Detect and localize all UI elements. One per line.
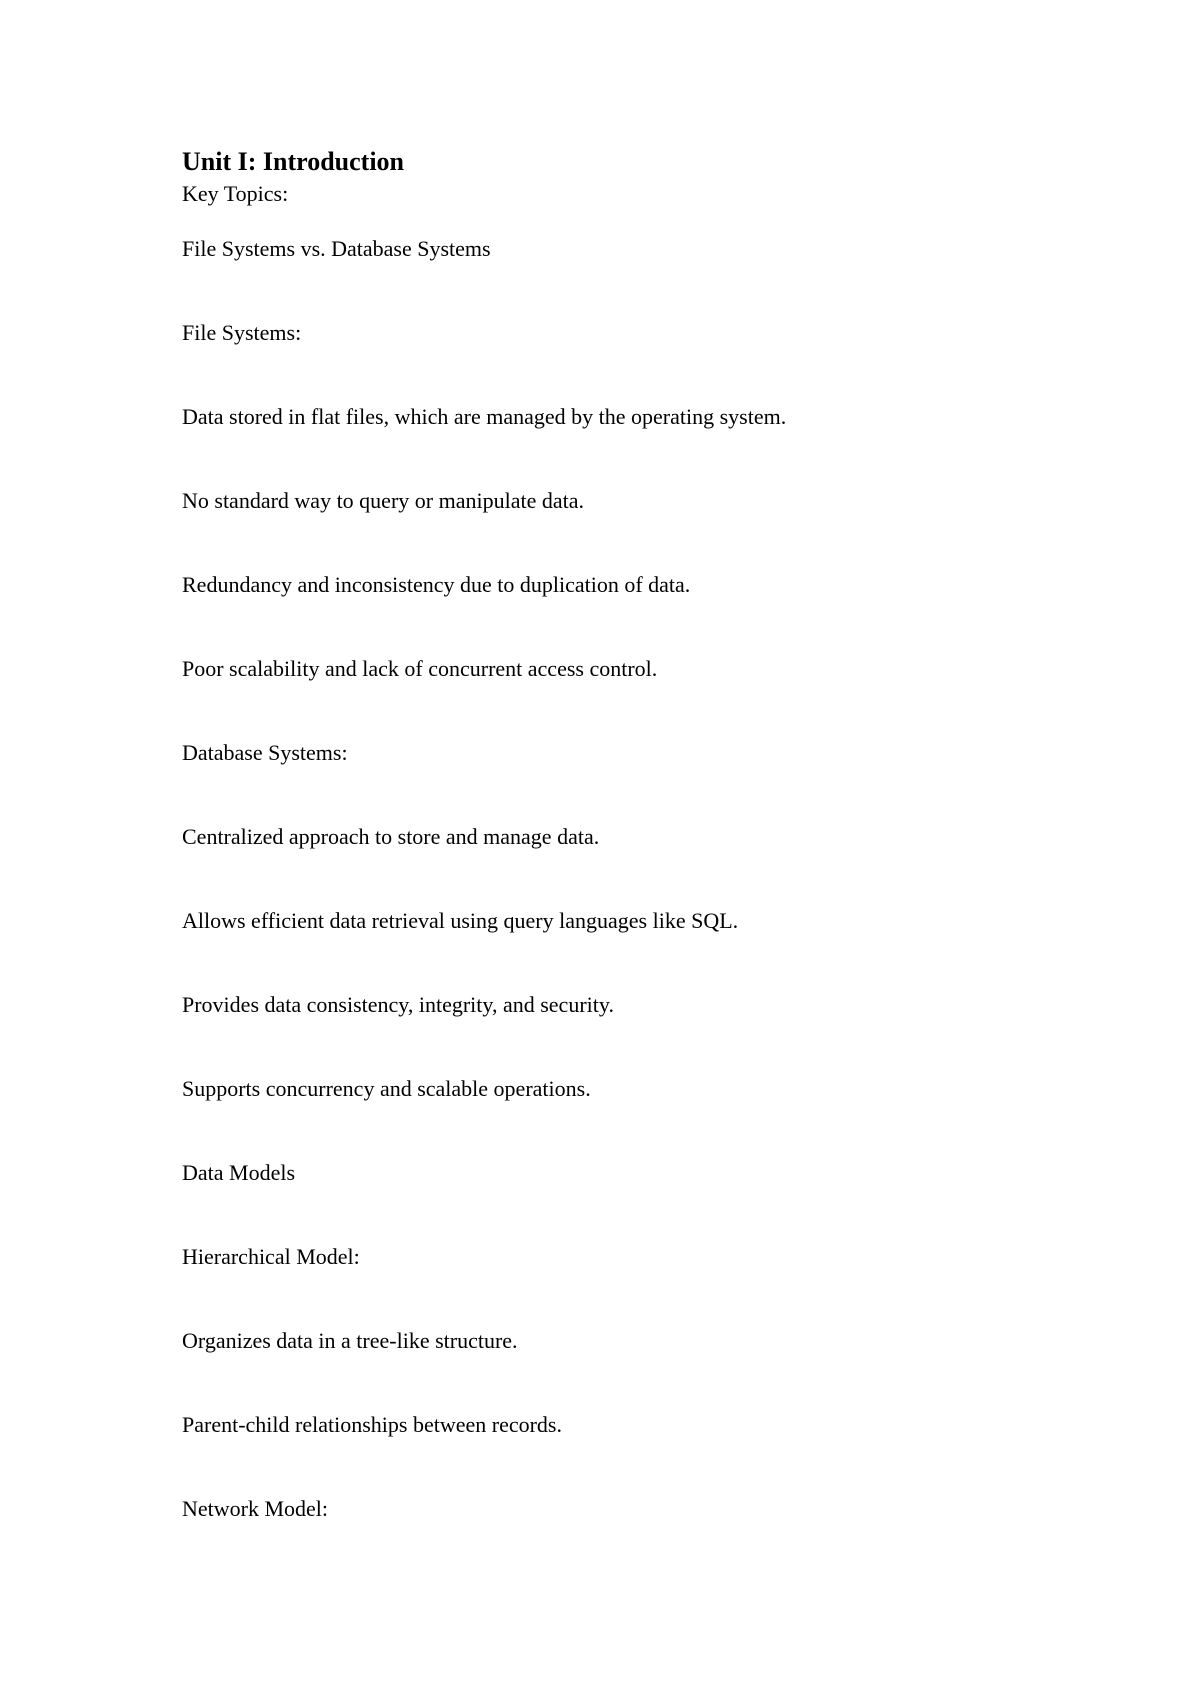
paragraph-line: Provides data consistency, integrity, and security. — [182, 992, 614, 1017]
paragraph-line: Redundancy and inconsistency due to duplication of data. — [182, 572, 691, 597]
paragraph-line: No standard way to query or manipulate data. — [182, 488, 584, 513]
key-topics-label: Key Topics: — [182, 181, 289, 206]
paragraph-line: Poor scalability and lack of concurrent access control. — [182, 656, 658, 681]
subheading-network-model: Network Model: — [182, 1496, 329, 1521]
subheading-database-systems: Database Systems: — [182, 740, 348, 765]
subheading-file-systems: File Systems: — [182, 320, 302, 345]
paragraph-line: Allows efficient data retrieval using query languages like SQL. — [182, 908, 739, 933]
topic-heading-data-models: Data Models — [182, 1160, 296, 1185]
topic-heading-file-vs-db: File Systems vs. Database Systems — [182, 236, 491, 261]
paragraph-line: Organizes data in a tree-like structure. — [182, 1328, 518, 1353]
paragraph-line: Centralized approach to store and manage data. — [182, 824, 600, 849]
paragraph-line: Supports concurrency and scalable operations. — [182, 1076, 591, 1101]
paragraph-line: Data stored in flat files, which are managed by the operating system. — [182, 404, 787, 429]
paragraph-line: Parent-child relationships between records. — [182, 1412, 562, 1437]
unit-title: Unit I: Introduction — [182, 147, 405, 176]
subheading-hierarchical-model: Hierarchical Model: — [182, 1244, 360, 1269]
